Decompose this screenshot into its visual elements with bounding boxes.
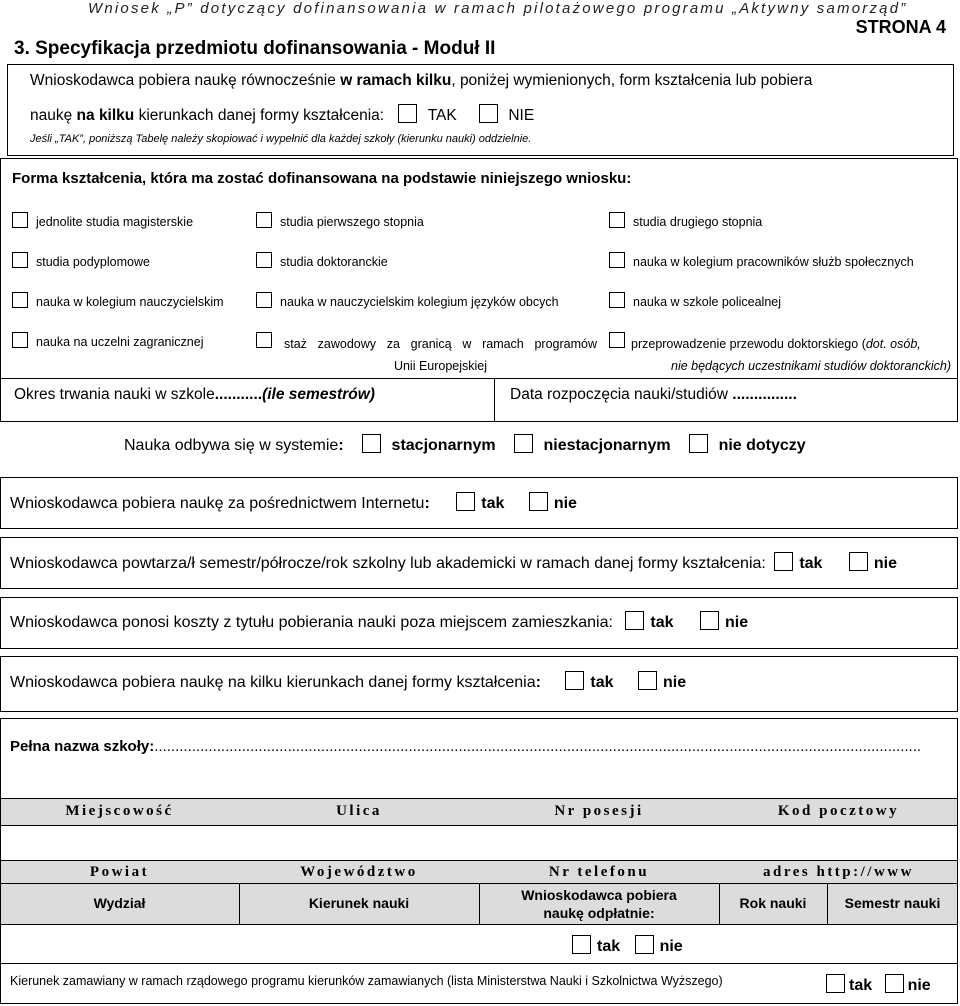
option-staz-label-1: staż zawodowy za granicą w ramach programów (284, 337, 597, 351)
document-header: Wniosek „P” dotyczący dofinansowania w ramach pilotażowego programu „Aktywny samorząd” (88, 0, 908, 17)
ordered-no-checkbox[interactable] (885, 974, 904, 993)
form-type-box (0, 158, 958, 422)
duration-field[interactable]: Okres trwania nauki w szkole...........(ile semestrów) (14, 386, 375, 403)
checkbox[interactable] (12, 332, 28, 348)
costs-no-checkbox[interactable] (700, 611, 719, 630)
checkbox[interactable] (12, 252, 28, 268)
repeat-yes-checkbox[interactable] (774, 552, 793, 571)
checkbox[interactable] (609, 332, 625, 348)
internet-yes-checkbox[interactable] (456, 492, 475, 511)
question-internet: Wnioskodawca pobiera naukę za pośrednictwem Internetu: tak nie (10, 492, 577, 513)
header-nr-posesji: Nr posesji (554, 803, 644, 819)
option-pierwszego-stopnia[interactable]: studia pierwszego stopnia (256, 212, 424, 229)
many-fields-no-checkbox[interactable] (638, 671, 657, 690)
system-nie-dotyczy-checkbox[interactable] (689, 434, 708, 453)
option-przewod-label-1: przeprowadzenie przewodu doktorskiego (dot. osób, (631, 337, 921, 351)
divider (0, 924, 958, 925)
internet-no-checkbox[interactable] (529, 492, 548, 511)
option-doktoranckie[interactable]: studia doktoranckie (256, 252, 388, 269)
header-powiat: Powiat (89, 864, 150, 880)
ordered-yes-checkbox[interactable] (826, 974, 845, 993)
page-number: STRONA 4 (855, 17, 946, 37)
intro-yes-label: TAK (427, 107, 457, 124)
many-fields-yes-checkbox[interactable] (565, 671, 584, 690)
system-row: Nauka odbywa się w systemie: stacjonarnym niestacjonarnym nie dotyczy (124, 434, 806, 455)
option-staz-label-2: Unii Europejskiej (393, 359, 488, 373)
paid-yes-checkbox[interactable] (572, 935, 591, 954)
intro-line-1: Wnioskodawca pobiera naukę równocześnie w ramach kilku, poniżej wymienionych, form kształcenia lub pobiera (30, 72, 813, 89)
header-ulica: Ulica (336, 803, 382, 819)
system-stacjonarny-checkbox[interactable] (362, 434, 381, 453)
divider (0, 963, 958, 964)
repeat-no-checkbox[interactable] (849, 552, 868, 571)
divider (0, 378, 958, 379)
header-kod-pocztowy: Kod pocztowy (777, 803, 900, 819)
paid-options: tak nie (566, 935, 683, 956)
question-many-fields: Wnioskodawca pobiera naukę na kilku kierunkach danej formy kształcenia: tak nie (10, 671, 686, 692)
checkbox[interactable] (609, 212, 625, 228)
checkbox[interactable] (12, 212, 28, 228)
header-kierunek: Kierunek nauki (308, 895, 410, 911)
ordered-field-options: tak nie (826, 974, 931, 995)
school-name-field[interactable]: Pełna nazwa szkoły:........................................................................................................................................................................................ (10, 738, 922, 755)
option-staz-zawodowy[interactable] (256, 332, 280, 349)
option-jednolite[interactable]: jednolite studia magisterskie (12, 212, 193, 229)
checkbox[interactable] (609, 292, 625, 308)
option-kolegium-nauczycielskie[interactable]: nauka w kolegium nauczycielskim (12, 292, 224, 309)
checkbox[interactable] (256, 332, 272, 348)
option-podyplomowe[interactable]: studia podyplomowe (12, 252, 150, 269)
option-przewod-label-2: nie będących uczestnikami studiów doktoranckich) (671, 359, 951, 373)
intro-no-label: NIE (508, 107, 535, 124)
system-niestacjonarny-checkbox[interactable] (514, 434, 533, 453)
intro-no-checkbox[interactable] (479, 104, 498, 123)
option-kolegium-jezykow[interactable]: nauka w nauczycielskim kolegium języków obcych (256, 292, 559, 309)
header-wydzial: Wydział (93, 895, 146, 911)
option-kolegium-sluzb[interactable]: nauka w kolegium pracowników służb społecznych (609, 252, 914, 269)
intro-line-2: naukę na kilku kierunkach danej formy kształcenia: TAK NIE (30, 104, 534, 125)
header-adres-www: adres http://www (763, 864, 914, 880)
header-rok: Rok nauki (739, 895, 807, 911)
ordered-field-label: Kierunek zamawiany w ramach rządowego programu kierunków zamawianych (lista Ministerstwa Nauki i Szkolnictwa Wyższego) (10, 974, 723, 988)
header-miejscowosc: Miejscowość (65, 803, 174, 819)
costs-yes-checkbox[interactable] (625, 611, 644, 630)
paid-no-checkbox[interactable] (635, 935, 654, 954)
start-date-field[interactable]: Data rozpoczęcia nauki/studiów ............... (510, 386, 797, 403)
header-nr-telefonu: Nr telefonu (548, 864, 650, 880)
question-costs: Wnioskodawca ponosi koszty z tytułu pobierania nauki poza miejscem zamieszkania: tak nie (10, 611, 748, 632)
question-repeat: Wnioskodawca powtarza/ł semestr/półrocze/rok szkolny lub akademicki w ramach danej formy kształcenia: tak nie (10, 552, 897, 573)
form-type-title: Forma kształcenia, która ma zostać dofinansowana na podstawie niniejszego wniosku: (12, 170, 632, 187)
checkbox[interactable] (256, 252, 272, 268)
header-semestr: Semestr nauki (844, 895, 941, 911)
option-szkola-policealna[interactable]: nauka w szkole policealnej (609, 292, 781, 309)
section-title: 3. Specyfikacja przedmiotu dofinansowania - Moduł II (14, 38, 496, 59)
checkbox[interactable] (256, 292, 272, 308)
intro-note: Jeśli „TAK”, poniższą Tabelę należy skopiować i wypełnić dla każdej szkoły (kierunku nauki) oddzielnie. (30, 133, 532, 145)
intro-yes-checkbox[interactable] (398, 104, 417, 123)
checkbox[interactable] (12, 292, 28, 308)
header-odplatnie: Wnioskodawca pobiera naukę odpłatnie: (521, 887, 677, 921)
checkbox[interactable] (609, 252, 625, 268)
header-wojewodztwo: Województwo (300, 864, 418, 880)
checkbox[interactable] (256, 212, 272, 228)
divider (494, 378, 495, 422)
option-drugiego-stopnia[interactable]: studia drugiego stopnia (609, 212, 762, 229)
option-uczelnia-zagraniczna[interactable]: nauka na uczelni zagranicznej (12, 332, 203, 349)
divider (0, 825, 958, 826)
option-przewod-doktorski[interactable] (609, 332, 633, 349)
